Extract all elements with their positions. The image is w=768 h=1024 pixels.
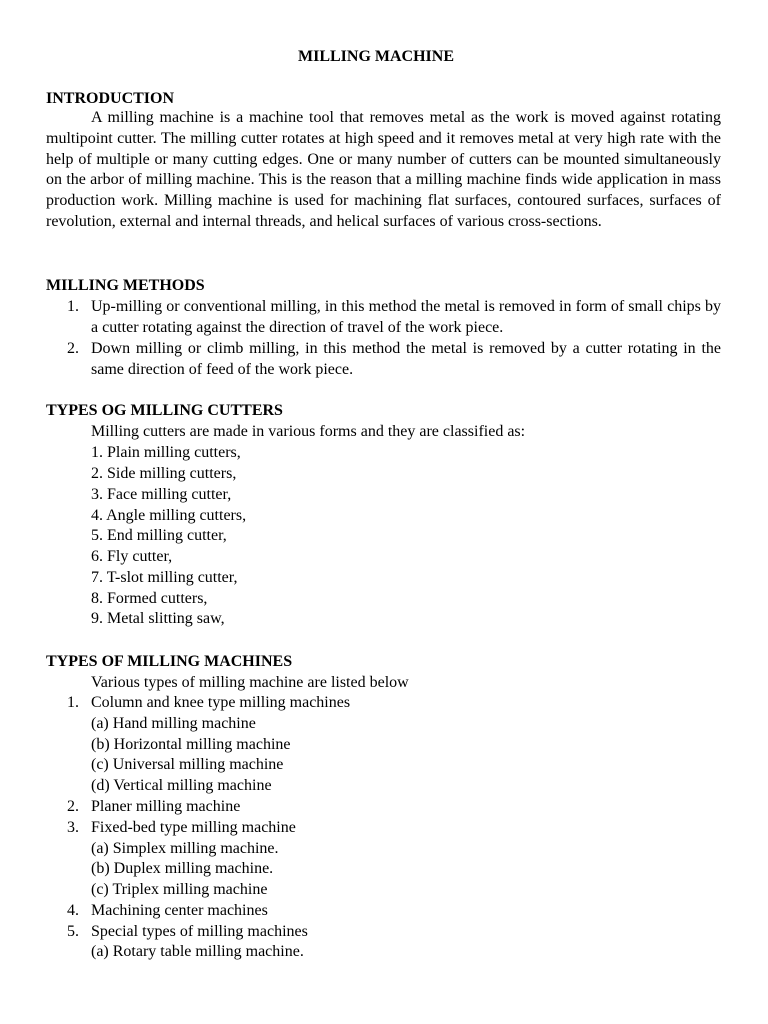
machines-subitem: (a) Rotary table milling machine. [91,943,304,960]
list-item: 9. Metal slitting saw, [91,610,225,627]
list-item: 1. Plain milling cutters, [91,444,241,461]
methods-item-number: 1. [67,298,79,315]
methods-item-number: 2. [67,340,79,357]
machines-intro: Various types of milling machine are listed below [91,674,409,691]
list-item: 6. Fly cutter, [91,548,173,565]
cutters-intro: Milling cutters are made in various forms and they are classified as: [91,423,526,440]
list-item: 4. Angle milling cutters, [91,507,247,524]
machines-item-text: Machining center machines [91,902,268,919]
list-item: 2. Side milling cutters, [91,465,237,482]
machines-subitem: (d) Vertical milling machine [91,777,272,794]
machines-subitem: (b) Duplex milling machine. [91,860,274,877]
introduction-paragraph: A milling machine is a machine tool that removes metal as the work is moved against rotating multipoint cutter. The milling cutter rotates at high speed and it removes metal at very high rate with the help of multiple or many cutting edges. One or many number of cutters can be mounted simultaneously on the arbor of milling machine. This is the reason that a milling machine finds wide application in mass production work. Milling machine is used for machining flat surfaces, contoured surfaces, surfaces of revolution, external and internal threads, and helical surfaces of various cross-sections. [46,109,721,230]
list-item: 7. T-slot milling cutter, [91,569,238,586]
machines-subitem: (b) Horizontal milling machine [91,736,291,753]
document-title: MILLING MACHINE [298,48,455,65]
list-item: 8. Formed cutters, [91,590,208,607]
section-heading-methods: MILLING METHODS [46,277,205,294]
machines-item-number: 2. [67,798,79,815]
machines-item-text: Column and knee type milling machines [91,694,351,711]
list-item: 5. End milling cutter, [91,527,227,544]
section-heading-introduction: INTRODUCTION [46,90,175,107]
machines-subitem: (a) Simplex milling machine. [91,840,279,857]
machines-item-number: 5. [67,923,79,940]
methods-item-text: Down milling or climb milling, in this method the metal is removed by a cutter rotating in the same direction of feed of the work piece. [91,340,721,378]
machines-item-text: Special types of milling machines [91,923,308,940]
machines-item-number: 1. [67,694,79,711]
machines-subitem: (c) Triplex milling machine [91,881,268,898]
machines-item-text: Planer milling machine [91,798,241,815]
methods-item-text: Up-milling or conventional milling, in this method the metal is removed in form of small chips by a cutter rotating against the direction of travel of the work piece. [91,298,721,336]
machines-subitem: (c) Universal milling machine [91,756,284,773]
machines-item-text: Fixed-bed type milling machine [91,819,296,836]
section-heading-machines: TYPES OF MILLING MACHINES [46,653,293,670]
section-heading-cutters: TYPES OG MILLING CUTTERS [46,402,283,419]
machines-item-number: 3. [67,819,79,836]
list-item: 3. Face milling cutter, [91,486,232,503]
machines-item-number: 4. [67,902,79,919]
machines-subitem: (a) Hand milling machine [91,715,256,732]
